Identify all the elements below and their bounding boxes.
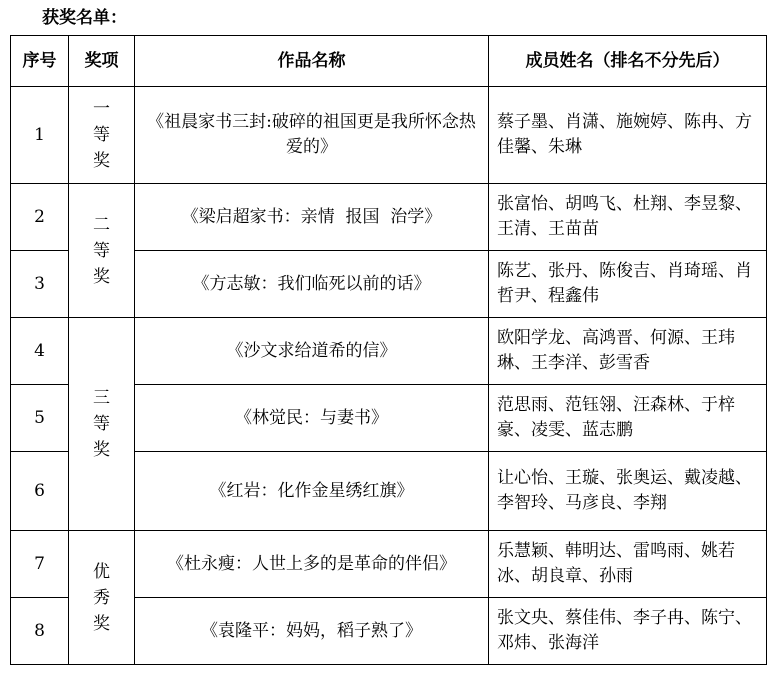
header-member-names: 成员姓名（排名不分先后） [489,36,767,87]
row-number: 6 [11,452,69,531]
header-serial-number: 序号 [11,36,69,87]
row-number: 8 [11,598,69,665]
award-excellence-prize: 优 秀 奖 [69,531,135,665]
row-number: 7 [11,531,69,598]
work-title: 《方志敏：我们临死以前的话》 [135,251,489,318]
row-number: 2 [11,184,69,251]
row-number: 3 [11,251,69,318]
table-row [11,318,767,385]
member-names: 张富怡、胡鸣飞、杜翔、李昱黎、王清、王苗苗 [489,184,767,251]
member-names: 乐慧颖、韩明达、雷鸣雨、姚若冰、胡良章、孙雨 [489,531,767,598]
page-heading: 获奖名单： [42,8,127,28]
work-title: 《沙文求给道希的信》 [135,318,489,385]
member-names: 欧阳学龙、高鸿晋、何源、王玮琳、王李洋、彭雪香 [489,318,767,385]
table-row [11,184,767,251]
member-names: 范思雨、范钰翎、汪森林、于梓豪、凌雯、蓝志鹏 [489,385,767,452]
table-header-row [11,36,767,87]
award-third-prize: 三 等 奖 [69,318,135,531]
member-names: 让心怡、王璇、张奥运、戴凌越、李智玲、马彦良、李翔 [489,452,767,531]
work-title: 《梁启超家书：亲情 报国 治学》 [135,184,489,251]
header-work-title: 作品名称 [135,36,489,87]
award-table [10,35,767,665]
member-names: 张文央、蔡佳伟、李子冉、陈宁、邓炜、张海洋 [489,598,767,665]
table-row [11,531,767,598]
row-number: 4 [11,318,69,385]
header-award: 奖项 [69,36,135,87]
award-second-prize: 二 等 奖 [69,184,135,318]
row-number: 5 [11,385,69,452]
row-number: 1 [11,87,69,184]
work-title: 《红岩：化作金星绣红旗》 [135,452,489,531]
member-names: 陈艺、张丹、陈俊吉、肖琦瑶、肖哲尹、程鑫伟 [489,251,767,318]
work-title: 《祖晨家书三封:破碎的祖国更是我所怀念热爱的》 [135,87,489,184]
work-title: 《杜永瘦：人世上多的是革命的伴侣》 [135,531,489,598]
member-names: 蔡子墨、肖潇、施婉婷、陈冉、方佳馨、朱琳 [489,87,767,184]
table-row [11,87,767,184]
work-title: 《林觉民：与妻书》 [135,385,489,452]
work-title: 《袁隆平：妈妈，稻子熟了》 [135,598,489,665]
award-first-prize: 一 等 奖 [69,87,135,184]
